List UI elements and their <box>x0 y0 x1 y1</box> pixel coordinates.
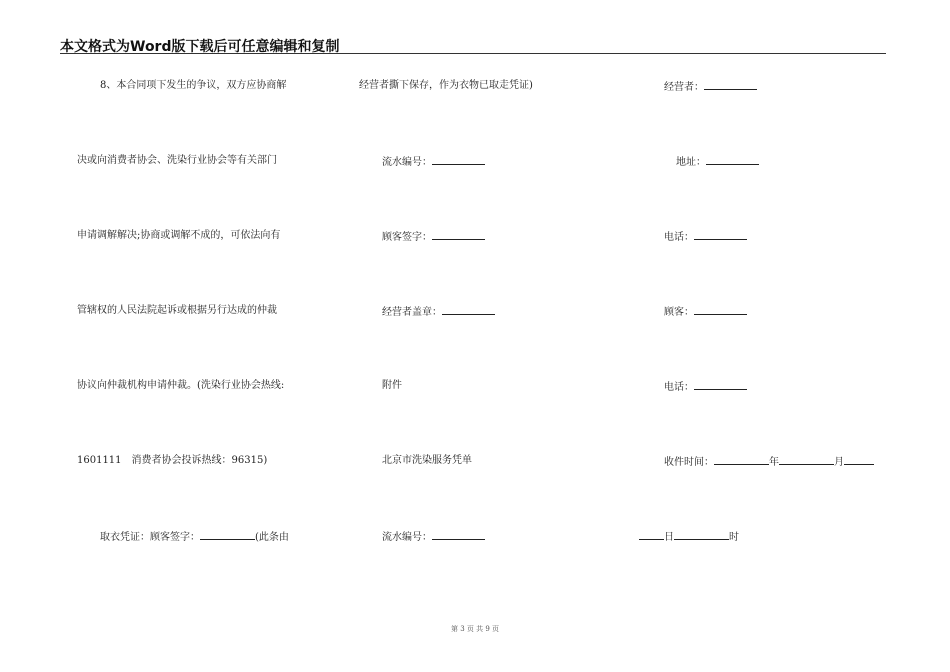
receipt-title: 北京市洗染服务凭单 <box>382 455 472 466</box>
serial-number-line-2 <box>382 530 485 544</box>
year-blank <box>714 455 769 465</box>
address-blank <box>706 155 759 165</box>
address-label: 地址： <box>676 157 706 168</box>
pickup-receipt-tail: (此条由 <box>255 532 289 543</box>
receive-time-line <box>664 455 874 469</box>
phone-blank-1 <box>694 230 747 240</box>
operator-seal-line <box>382 305 495 319</box>
pickup-receipt-label: 取衣凭证：顾客签字： <box>100 532 200 543</box>
page-header-title: 本文格式为Word版下载后可任意编辑和复制 <box>60 39 340 55</box>
clause-line-1: 8、本合同项下发生的争议，双方应协商解 <box>100 80 287 91</box>
page-number: 第 3 页 共 9 页 <box>450 625 500 633</box>
day-hour-line <box>639 530 739 544</box>
serial-number-line-1 <box>382 155 485 169</box>
address-line <box>676 155 759 169</box>
clause-line-2: 决或向消费者协会、洗染行业协会等有关部门 <box>77 155 277 166</box>
hour-blank <box>674 530 729 540</box>
clause-continuation: 经营者撕下保存，作为衣物已取走凭证) <box>359 80 533 91</box>
phone-line-1 <box>664 230 747 244</box>
serial-number-blank <box>432 155 485 165</box>
serial-number-label: 流水编号： <box>382 157 432 168</box>
operator-seal-blank <box>442 305 495 315</box>
phone-line-2 <box>664 380 747 394</box>
month-blank <box>779 455 834 465</box>
month-label: 月 <box>834 457 844 468</box>
phone-blank-2 <box>694 380 747 390</box>
attachment-heading: 附件 <box>382 380 402 391</box>
clause-line-4: 管辖权的人民法院起诉或根据另行达成的仲裁 <box>77 305 277 316</box>
clause-line-6: 1601111 消费者协会投诉热线：96315) <box>77 455 268 466</box>
operator-seal-label: 经营者盖章： <box>382 307 442 318</box>
operator-label: 经营者： <box>664 82 704 93</box>
hour-label: 时 <box>729 532 739 543</box>
customer-signature-label: 顾客签字： <box>382 232 432 243</box>
serial-number-blank-2 <box>432 530 485 540</box>
customer-line <box>664 305 747 319</box>
clause-line-5: 协议向仲裁机构申请仲裁。(洗染行业协会热线: <box>77 380 285 391</box>
day-blank-start <box>844 455 874 465</box>
receive-time-label: 收件时间： <box>664 457 714 468</box>
customer-signature-line <box>382 230 485 244</box>
customer-label: 顾客： <box>664 307 694 318</box>
customer-blank <box>694 305 747 315</box>
customer-signature-blank <box>200 530 255 540</box>
serial-number-label-2: 流水编号： <box>382 532 432 543</box>
clause-line-3: 申请调解解决;协商或调解不成的，可依法向有 <box>77 230 281 241</box>
pickup-receipt-line <box>100 530 289 544</box>
customer-signature-field-blank <box>432 230 485 240</box>
day-label: 日 <box>664 532 674 543</box>
day-blank <box>639 530 664 540</box>
phone-label-2: 电话： <box>664 382 694 393</box>
operator-line <box>664 80 757 94</box>
phone-label-1: 电话： <box>664 232 694 243</box>
year-label: 年 <box>769 457 779 468</box>
header-divider <box>60 53 886 54</box>
operator-blank <box>704 80 757 90</box>
